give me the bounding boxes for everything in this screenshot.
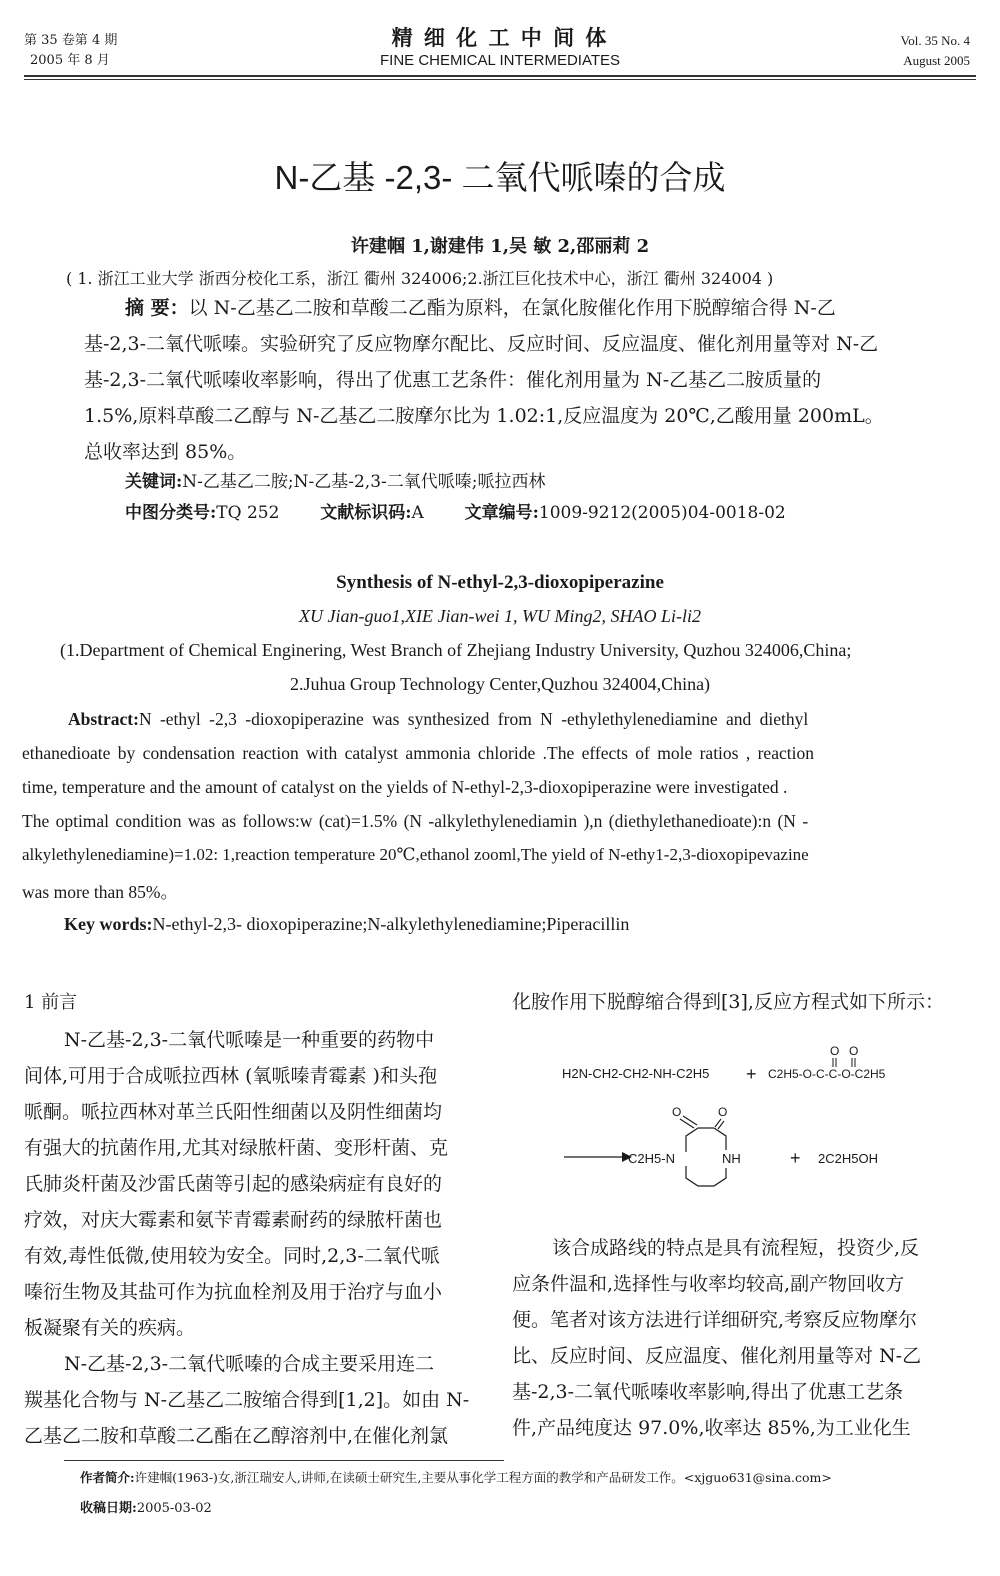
ring-bottom: [686, 1166, 726, 1186]
left-para-line-1: N-乙基-2,3-二氧代哌嗪是一种重要的药物中: [64, 1029, 435, 1051]
left-para-line-3: 哌酮。哌拉西林对革兰氏阳性细菌以及阴性细菌均: [24, 1101, 443, 1123]
journal-title-en: FINE CHEMICAL INTERMEDIATES: [379, 52, 621, 69]
carbonyl-o-2: O: [849, 1044, 859, 1058]
abstract-cn-line-1: [125, 294, 915, 324]
abstract-cn-text-1: 以 N-乙基乙二胺和草酸二乙酯为原料，在氯化胺催化作用下脱醇缩合得 N-乙: [188, 297, 836, 319]
keywords-cn: [125, 467, 546, 492]
left-para-line-8: 嗪衍生物及其盐可作为抗血栓剂及用于治疗与血小: [24, 1281, 443, 1303]
keywords-en: [64, 914, 629, 935]
abstract-en-text-1: N -ethyl -2,3 -dioxopiperazine was synthesized from N -ethylethylenediamine and diethyl: [138, 709, 809, 729]
abstract-cn-line-5: 总收率达到 85%。: [84, 441, 247, 463]
authors-cn: [0, 232, 1000, 258]
byproduct: 2C2H5OH: [818, 1151, 878, 1166]
right-para-line-1: 该合成路线的特点是具有流程短，投资少,反: [552, 1237, 920, 1259]
right-para-line-2: 应条件温和,选择性与收率均较高,副产物回收方: [512, 1273, 905, 1295]
affiliation-en-line-2: 2.Juhua Group Technology Center,Quzhou 324004,China): [289, 674, 711, 694]
paper-title-en: Synthesis of N-ethyl-2,3-dioxopiperazine: [336, 572, 664, 593]
classification-line: [125, 498, 786, 523]
clc-label: 中图分类号:: [125, 503, 217, 523]
ring-o-1: O: [672, 1105, 682, 1119]
reactant-2: C2H5-O-C-C-O-C2H5: [768, 1067, 886, 1081]
clc-value: TQ 252: [216, 503, 280, 523]
left-para-line-5: 氏肺炎杆菌及沙雷氏菌等引起的感染病症有良好的: [24, 1173, 443, 1195]
ring-bond-right-up: [714, 1128, 726, 1150]
keywords-cn-text: N-乙基乙二胺;N-乙基-2,3-二氧代哌嗪;哌拉西林: [182, 472, 546, 492]
product-nh: NH: [722, 1151, 741, 1166]
authors-en: XU Jian-guo1,XIE Jian-wei 1, WU Ming2, SHAO Li-li2: [299, 606, 701, 626]
ring-carbonyl-1a: [680, 1119, 694, 1128]
right-para-top: 化胺作用下脱醇缩合得到[3],反应方程式如下所示：: [512, 991, 944, 1013]
right-para-line-3: 便。笔者对该方法进行详细研究,考察反应物摩尔: [512, 1309, 918, 1331]
journal-title-cn: 精 细 化 工 中 间 体: [391, 25, 609, 50]
footnote-author: [80, 1468, 980, 1486]
abstract-en-line-4: The optimal condition was as follows:w (cat)=1.5% (N -alkylethylenediamin ),n (diethylethanedioate):n (N -: [22, 811, 809, 831]
keywords-en-text: N-ethyl-2,3- dioxopiperazine;N-alkylethylenediamine;Piperacillin: [152, 914, 630, 934]
affiliation-en-line-1: (1.Department of Chemical Enginering, West Branch of Zhejiang Industry University, Quzhou 324006,China;: [60, 640, 852, 660]
left-para-line-6: 疗效，对庆大霉素和氨苄青霉素耐药的绿脓杆菌也: [24, 1209, 443, 1231]
date-cn: 2005 年 8 月: [30, 53, 110, 68]
received-date: 2005-03-02: [136, 1501, 212, 1516]
left-para-line-11: 羰基化合物与 N-乙基乙二胺缩合得到[1,2]。如由 N-: [24, 1389, 470, 1411]
footnote-received: [80, 1497, 212, 1516]
abstract-cn-line-3: 基-2,3-二氧代哌嗪收率影响，得出了优惠工艺条件：催化剂用量为 N-乙基乙二胺质量的: [84, 369, 822, 391]
paper-title-cn: N-乙基 -2,3- 二氧代哌嗪的合成: [274, 159, 726, 196]
right-para-line-6: 件,产品纯度达 97.0%,收率达 85%,为工业化生: [512, 1417, 911, 1439]
volume-en: Vol. 35 No. 4: [900, 33, 970, 48]
left-para-line-4: 有强大的抗菌作用,尤其对绿脓杆菌、变形杆菌、克: [24, 1137, 449, 1159]
keywords-en-label: Key words:: [64, 914, 153, 934]
abstract-en-line-3: time, temperature and the amount of catalyst on the yields of N-ethyl-2,3-dioxopiperazine were investigated .: [22, 777, 788, 797]
affiliation-cn: ( 1. 浙江工业大学 浙西分校化工系，浙江 衢州 324006;2.浙江巨化技术中心，浙江 衢州 324004 ): [66, 269, 774, 288]
ring-bond-left-up: [686, 1128, 698, 1152]
carbonyl-o-1: O: [830, 1044, 840, 1058]
abstract-cn-line-4: 1.5%,原料草酸二乙醇与 N-乙基乙二胺摩尔比为 1.02:1,反应温度为 20℃,乙酸用量 200mL。: [84, 405, 884, 427]
abstract-cn-label: 摘 要：: [125, 297, 189, 319]
footnote-rule: [64, 1460, 504, 1461]
plus-sign-2: +: [790, 1148, 801, 1168]
left-para-line-12: 乙基乙二胺和草酸二乙酯在乙醇溶剂中,在催化剂氯: [24, 1425, 449, 1447]
right-para-line-5: 基-2,3-二氧代哌嗪收率影响,得出了优惠工艺条: [512, 1381, 904, 1403]
article-no-label: 文章编号:: [464, 503, 539, 523]
doc-code-value: A: [411, 503, 424, 523]
footnote-author-label: 作者简介:: [80, 1470, 135, 1485]
article-no-value: 1009-9212(2005)04-0018-02: [538, 503, 786, 523]
date-en: August 2005: [903, 53, 970, 68]
header-rule-thin: [24, 79, 976, 80]
left-para-line-7: 有效,毒性低微,使用较为安全。同时,2,3-二氧代哌: [24, 1245, 440, 1267]
abstract-en-label: Abstract:: [68, 709, 139, 729]
authors-cn-text: 许建帼 1,谢建伟 1,吴 敏 2,邵丽莉 2: [350, 236, 650, 257]
right-para-line-4: 比、反应时间、反应温度、催化剂用量等对 N-乙: [512, 1345, 922, 1367]
abstract-en-line-5: alkylethylenediamine)=1.02: 1,reaction temperature 20℃,ethanol zooml,The yield of N-ethy1-2,3-dioxopipevazine: [22, 845, 809, 864]
keywords-cn-label: 关键词:: [125, 472, 183, 492]
abstract-en-line-1: [68, 709, 974, 730]
doc-code-label: 文献标识码:: [320, 503, 412, 523]
left-para-line-2: 间体,可用于合成哌拉西林 (氧哌嗪青霉素 )和头孢: [24, 1065, 437, 1087]
abstract-en-line-2: ethanedioate by condensation reaction with catalyst ammonia chloride .The effects of mole ratios , reaction: [22, 743, 814, 763]
footnote-author-text: 许建帼(1963-)女,浙江瑞安人,讲师,在读硕士研究生,主要从事化学工程方面的教学和产品研发工作。<xjguo631@sina.com>: [134, 1470, 832, 1485]
abstract-en-line-6: was more than 85%。: [22, 882, 179, 902]
received-label: 收稿日期:: [80, 1501, 137, 1516]
reactant-1: H2N-CH2-CH2-NH-C2H5: [562, 1066, 710, 1081]
left-para-line-9: 板凝聚有关的疾病。: [24, 1317, 196, 1339]
product-substituent: C2H5-N: [628, 1151, 675, 1166]
abstract-cn-line-2: 基-2,3-二氧代哌嗪。实验研究了反应物摩尔配比、反应时间、反应温度、催化剂用量等对 N-乙: [84, 333, 879, 355]
header-rule: [24, 75, 976, 77]
section-heading: 1 前言: [24, 992, 78, 1013]
left-para-line-10: N-乙基-2,3-二氧代哌嗪的合成主要采用连二: [64, 1353, 435, 1375]
ring-o-2: O: [718, 1105, 728, 1119]
plus-sign-1: +: [746, 1064, 757, 1084]
ring-carbonyl-1b: [683, 1116, 697, 1125]
reaction-scheme: [500, 1040, 970, 1190]
volume-cn: 第 35 卷第 4 期: [24, 33, 118, 48]
